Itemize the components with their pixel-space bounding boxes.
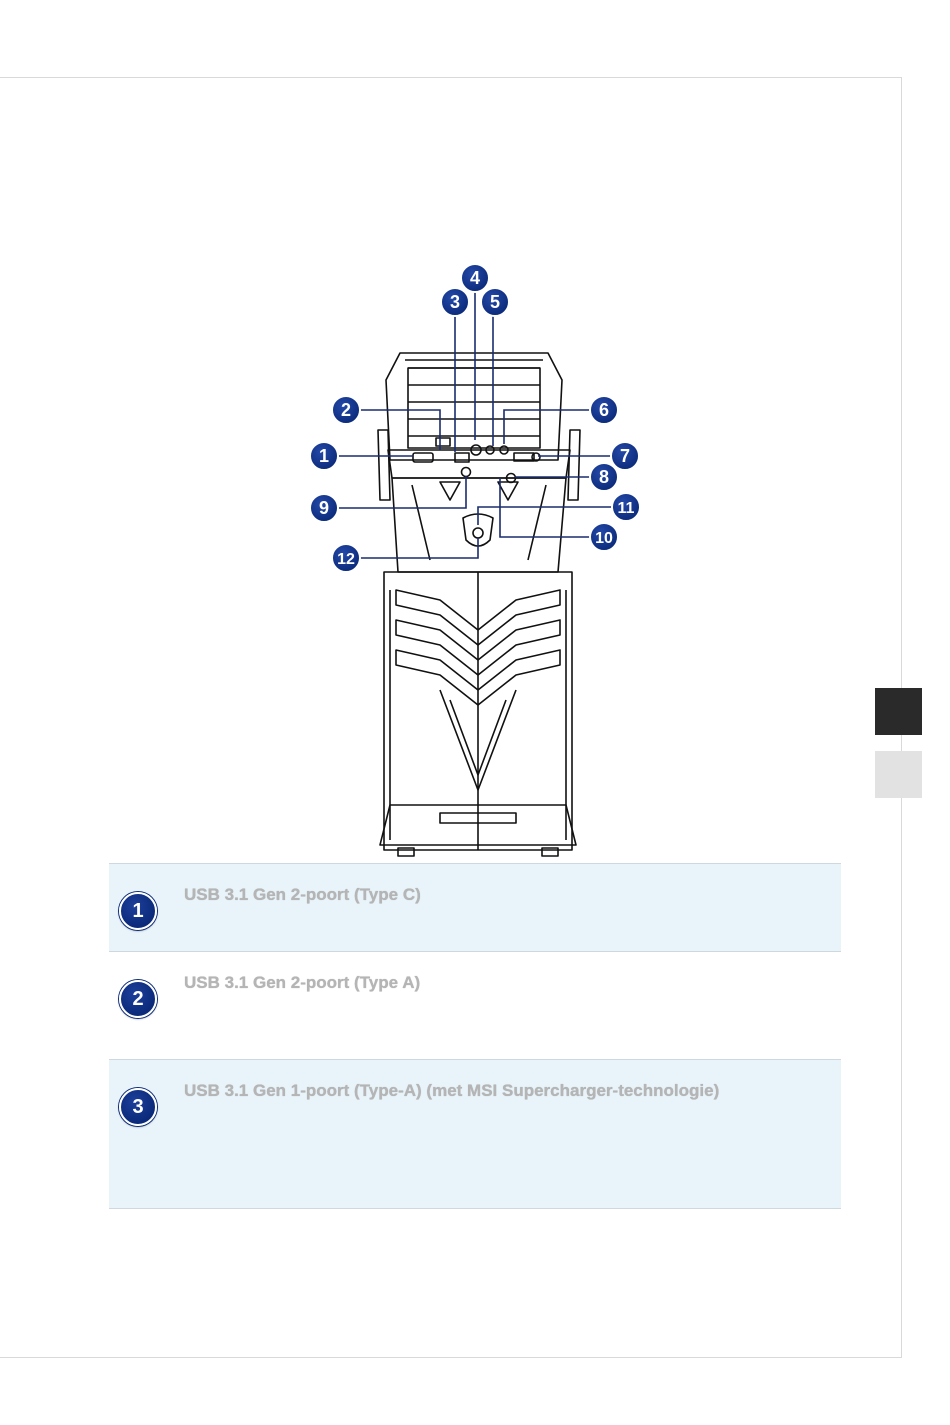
port-title: USB 3.1 Gen 1-poort (Type-A) (met MSI Supercharger-technologie) (184, 1081, 720, 1100)
callout-leaders (334, 278, 616, 558)
callout-9-label: 9 (318, 498, 330, 518)
callout-3-label: 3 (449, 292, 461, 312)
callout-11-label: 11 (617, 500, 635, 517)
port-description-list (109, 863, 841, 1209)
callout-10-label: 10 (595, 530, 613, 547)
callout-9 (310, 494, 338, 522)
port-title: USB 3.1 Gen 2-poort (Type A) (184, 973, 421, 992)
chapter-tab-active[interactable] (875, 688, 922, 735)
callout-6 (590, 396, 618, 424)
port-row (109, 863, 841, 952)
callout-4-label: 4 (469, 268, 481, 288)
port-row (109, 952, 841, 1060)
chapter-tab[interactable] (875, 751, 922, 798)
callout-11 (612, 493, 640, 521)
callout-8 (590, 463, 618, 491)
port-number-badge: 3 (119, 1088, 157, 1126)
page-frame-bottom (0, 1357, 902, 1358)
callout-3 (441, 288, 469, 316)
callout-6-label: 6 (598, 400, 610, 420)
callout-1 (310, 442, 338, 470)
callout-2 (332, 396, 360, 424)
callout-7-label: 7 (619, 446, 631, 466)
callout-12-label: 12 (337, 551, 355, 568)
callout-12 (332, 544, 360, 572)
callout-5 (481, 288, 509, 316)
callout-4 (461, 264, 489, 292)
page-frame-top (0, 77, 902, 78)
port-number-badge: 2 (119, 980, 157, 1018)
callout-10 (590, 523, 618, 551)
callout-1-label: 1 (318, 446, 330, 466)
case-wing-right (568, 430, 580, 500)
case-wing-left (378, 430, 390, 500)
pc-case-illustration (300, 260, 660, 860)
port-row (109, 1060, 841, 1209)
callout-7 (611, 442, 639, 470)
port-number-badge: 1 (119, 892, 157, 930)
callout-5-label: 5 (489, 292, 501, 312)
port-title: USB 3.1 Gen 2-poort (Type C) (184, 885, 421, 904)
callout-8-label: 8 (598, 467, 610, 487)
case-top (386, 353, 562, 460)
callout-2-label: 2 (340, 400, 352, 420)
front-panel-diagram (300, 260, 660, 860)
